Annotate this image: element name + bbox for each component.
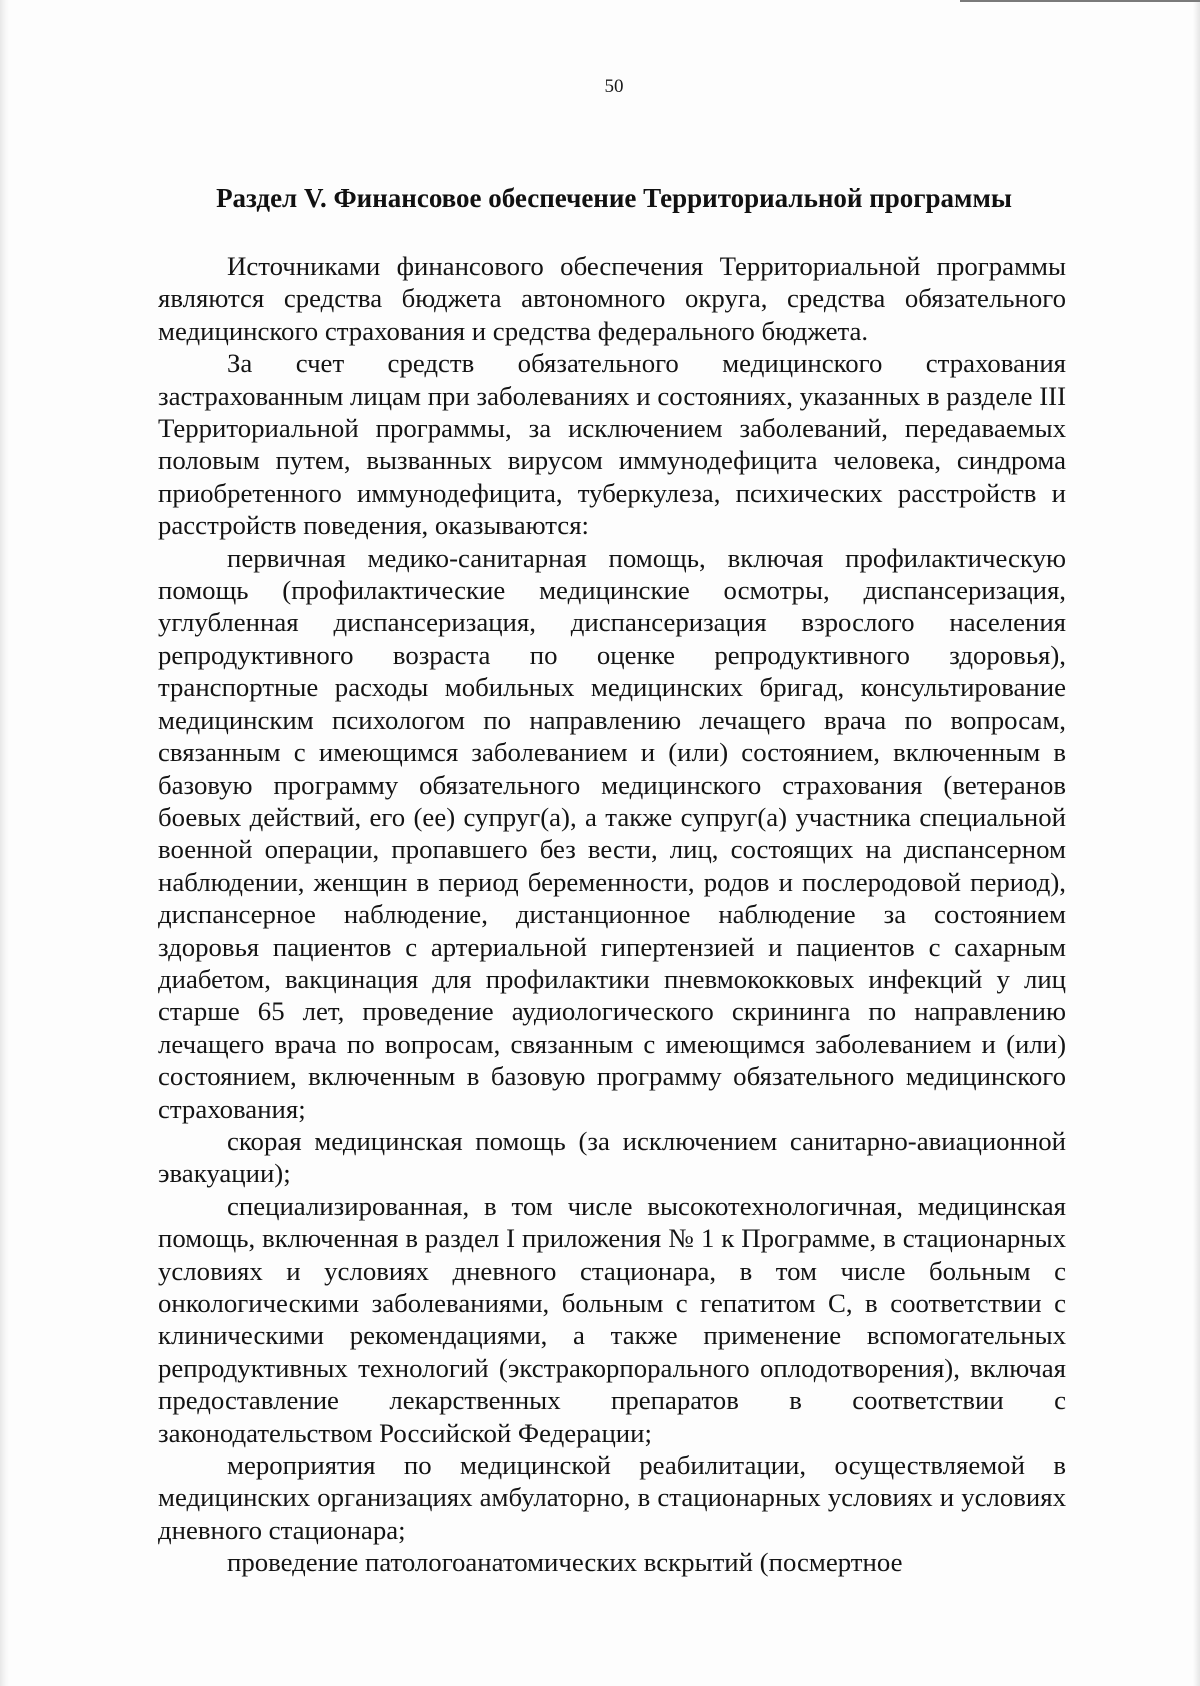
body-text (158, 250, 1066, 1579)
paragraph-emergency-care: скорая медицинская помощь (за исключением санитарно-авиационной эвакуации); (158, 1125, 1066, 1189)
paragraph-rehabilitation: мероприятия по медицинской реабилитации, осуществляемой в медицинских организациях амбулаторно, в стационарных условиях и условиях дневного стационара; (158, 1450, 1066, 1545)
paragraph-specialized-care: специализированная, в том числе высокотехнологичная, медицинская помощь, включенная в раздел I приложения № 1 к Программе, в стационарных условиях и условиях дневного стационара, в том числе больным с онкологическими заболеваниями, больным с гепатитом С, в соответствии с клиническими рекомендациями, а также применение вспомогательных репродуктивных технологий (экстракорпорального оплодотворения), включая предоставление лекарственных препаратов в соответствии с законодательством Российской Федерации; (158, 1190, 1066, 1448)
scan-edge-left (0, 0, 9, 1686)
paragraph-funding-sources: Источниками финансового обеспечения Территориальной программы являются средства бюджета автономного округа, средства обязательного медицинского страхования и средства федерального бюджета. (158, 251, 1066, 346)
scan-top-rule (960, 0, 1200, 2)
section-heading: Раздел V. Финансовое обеспечение Территориальной программы (216, 183, 1012, 213)
paragraph-oms-coverage: За счет средств обязательного медицинского страхования застрахованным лицам при заболеваниях и состояниях, указанных в разделе III Территориальной программы, за исключением заболеваний, передаваемых половым путем, вызванных вирусом иммунодефицита человека, синдрома приобретенного иммунодефицита, туберкулеза, психических расстройств и расстройств поведения, оказываются: (158, 348, 1066, 541)
paragraph-autopsies: проведение патологоанатомических вскрытий (посмертное (227, 1547, 903, 1578)
paragraph-primary-care: первичная медико-санитарная помощь, включая профилактическую помощь (профилактические медицинские осмотры, диспансеризация, углубленная диспансеризация, диспансеризация взрослого населения репродуктивного возраста по оценке репродуктивного здоровья), транспортные расходы мобильных медицинских бригад, консультирование медицинским психологом по направлению лечащего врача по вопросам, связанным с имеющимся заболеванием и (или) состоянием, включенным в базовую программу обязательного медицинского страхования (ветеранов боевых действий, его (ее) супруг(а), а также супруг(а) участника специальной военной операции, пропавшего без вести, лиц, состоящих на диспансерном наблюдении, женщин в период беременности, родов и послеродовой период), диспансерное наблюдение, дистанционное наблюдение за состоянием здоровья пациентов с артериальной гипертензией и пациентов с сахарным диабетом, вакцинация для профилактики пневмококковых инфекций у лиц старше 65 лет, проведение аудиологического скрининга по направлению лечащего врача по вопросам, связанным с имеющимся заболеванием и (или) состоянием, включенным в базовую программу обязательного медицинского страхования; (158, 542, 1066, 1124)
page-number: 50 (604, 76, 624, 97)
scan-edge-right (1193, 0, 1200, 1686)
